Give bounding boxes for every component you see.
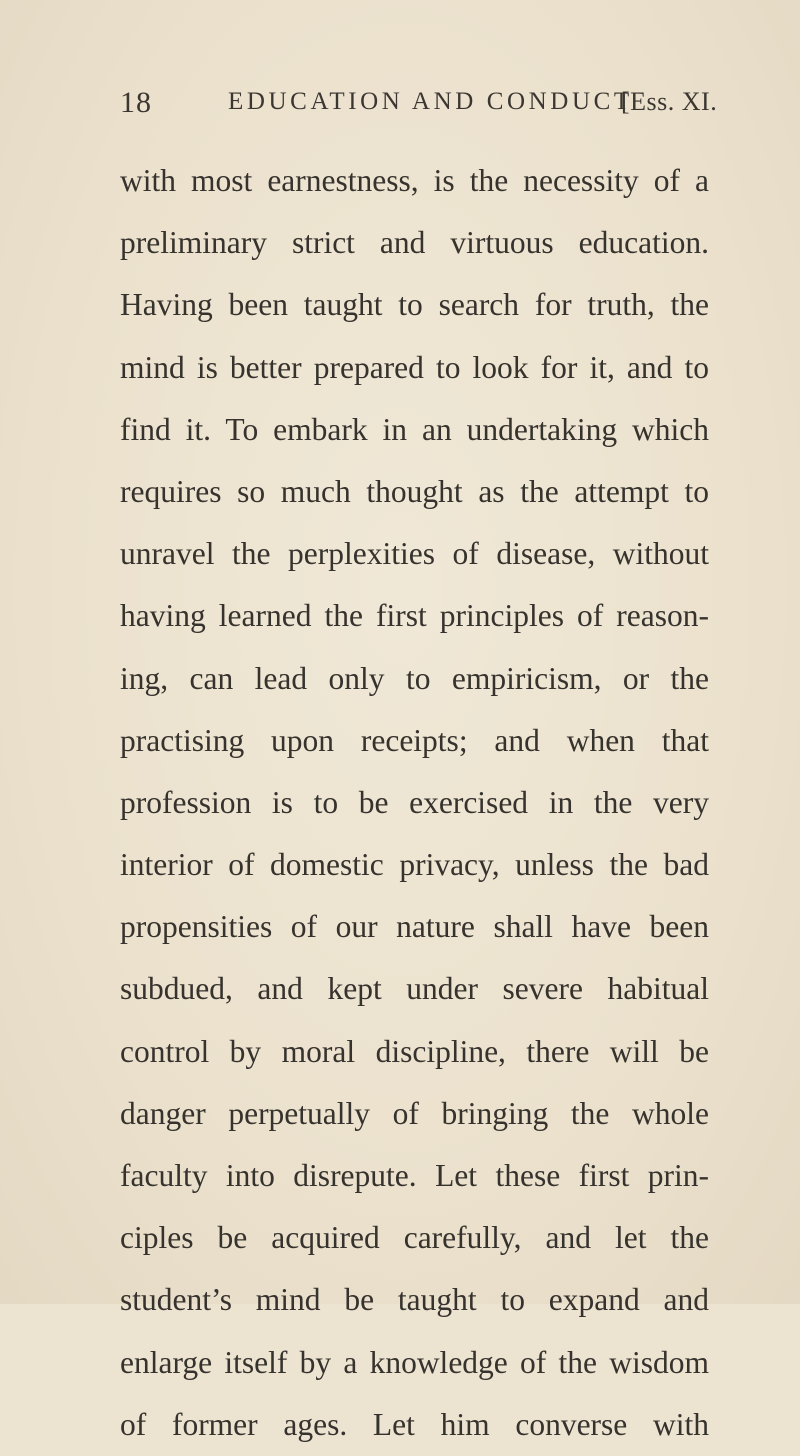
text-line: unravel the perplexities of disease, without — [120, 536, 709, 572]
text-line: propensities of our nature shall have been — [120, 909, 709, 945]
text-line: having learned the first principles of reason- — [120, 598, 709, 634]
body-text — [120, 150, 709, 1456]
text-line: student’s mind be taught to expand and — [120, 1282, 709, 1318]
text-line: subdued, and kept under severe habitual — [120, 971, 709, 1007]
text-line: interior of domestic privacy, unless the bad — [120, 847, 709, 883]
page-header — [120, 86, 720, 126]
text-line: danger perpetually of bringing the whole — [120, 1095, 709, 1131]
text-line: ing, can lead only to empiricism, or the — [120, 660, 709, 696]
text-line: preliminary strict and virtuous education. — [120, 225, 709, 261]
text-line: find it. To embark in an undertaking which — [120, 411, 709, 447]
text-line: control by moral discipline, there will be — [120, 1033, 709, 1069]
section-reference: [Ess. XI. — [621, 87, 718, 116]
text-line: faculty into disrepute. Let these first prin- — [120, 1158, 709, 1193]
text-line: requires so much thought as the attempt to — [120, 473, 709, 509]
text-line: with most earnestness, is the necessity of a — [120, 163, 709, 198]
text-line: profession is to be exercised in the very — [120, 784, 709, 820]
text-line: practising upon receipts; and when that — [120, 722, 709, 758]
text-line: ciples be acquired carefully, and let the — [120, 1220, 709, 1256]
text-line: of former ages. Let him converse with — [120, 1406, 709, 1442]
text-line: enlarge itself by a knowledge of the wisdom — [120, 1344, 709, 1380]
text-line: Having been taught to search for truth, the — [120, 287, 709, 323]
running-title: EDUCATION AND CONDUCT — [228, 88, 633, 115]
text-line: mind is better prepared to look for it, and to — [120, 349, 709, 385]
page-number: 18 — [120, 86, 152, 119]
